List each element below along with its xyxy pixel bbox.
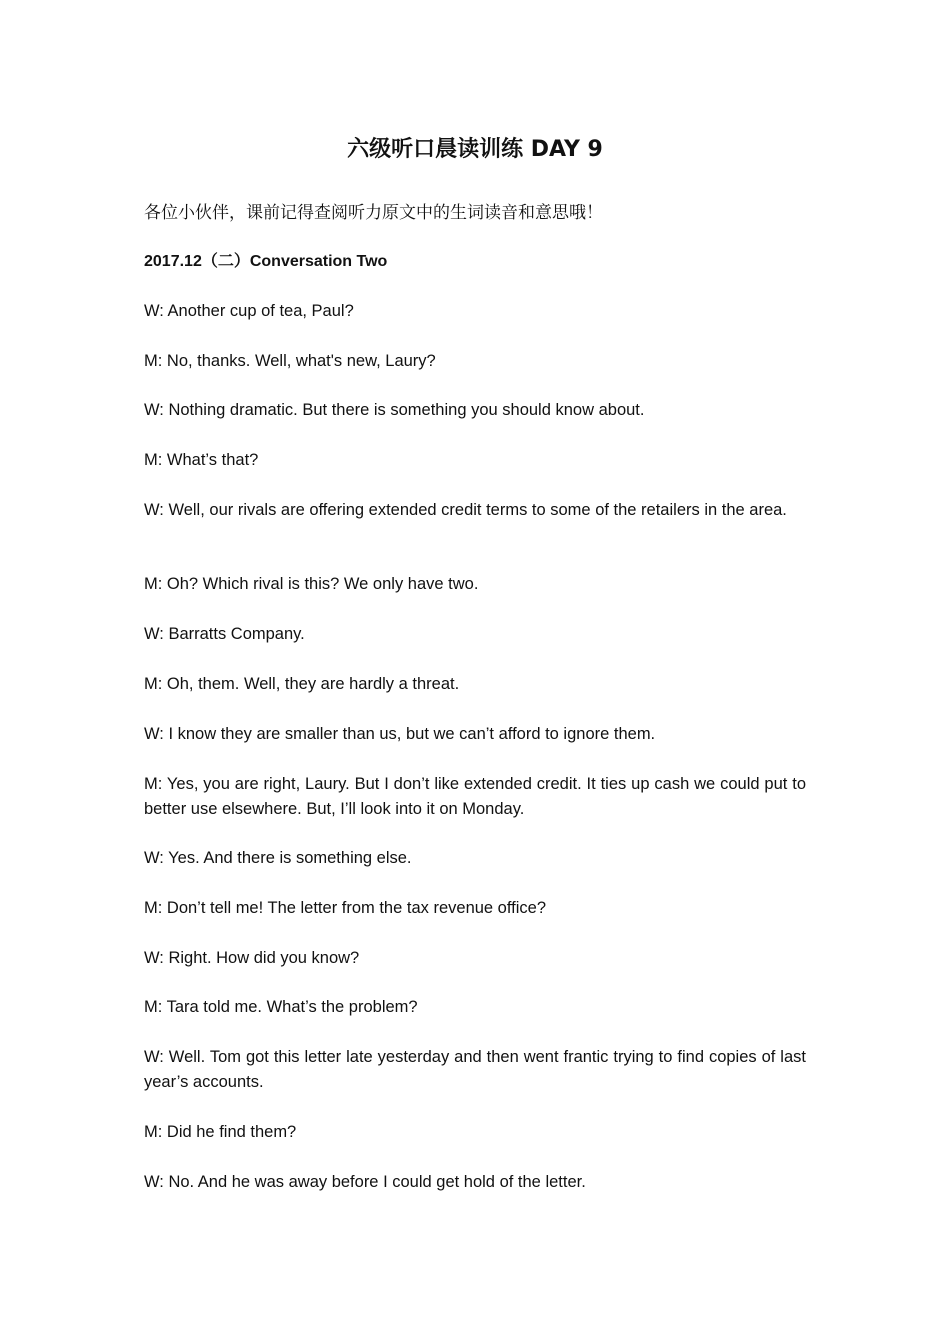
dialogue-line: W: Barratts Company. (144, 625, 305, 643)
dialogue-line: M: Yes, you are right, Laury. But I don’t like extended credit. It ties up cash we could put to better use elsewhere. But, I’ll look into it on Monday. (144, 775, 806, 818)
dialogue-line: W: Well. Tom got this letter late yesterday and then went frantic trying to find copies of last year’s accounts. (144, 1048, 806, 1091)
dialogue-line: W: Another cup of tea, Paul? (144, 302, 354, 320)
dialogue-line: W: No. And he was away before I could get hold of the letter. (144, 1173, 586, 1191)
dialogue-line: M: What’s that? (144, 451, 259, 469)
dialogue-line: M: Oh, them. Well, they are hardly a threat. (144, 675, 460, 693)
dialogue-line: M: Tara told me. What’s the problem? (144, 998, 418, 1016)
section-heading: 2017.12（二）Conversation Two (144, 253, 388, 270)
dialogue-line: M: Oh? Which rival is this? We only have two. (144, 575, 479, 593)
dialogue-line: M: No, thanks. Well, what's new, Laury? (144, 352, 436, 370)
dialogue-line: W: Well, our rivals are offering extended credit terms to some of the retailers in the area. (144, 501, 787, 519)
dialogue-line: W: Right. How did you know? (144, 949, 360, 967)
dialogue-line: W: I know they are smaller than us, but we can’t afford to ignore them. (144, 725, 656, 743)
dialogue-line: W: Nothing dramatic. But there is something you should know about. (144, 401, 645, 419)
intro-text: 各位小伙伴，课前记得查阅听力原文中的生词读音和意思哦！ (144, 203, 603, 223)
dialogue-line: W: Yes. And there is something else. (144, 849, 412, 867)
dialogue-line: M: Did he find them? (144, 1123, 297, 1141)
dialogue-line: M: Don’t tell me! The letter from the tax revenue office? (144, 899, 546, 917)
page-title: 六级听口晨读训练 DAY 9 (347, 137, 603, 162)
